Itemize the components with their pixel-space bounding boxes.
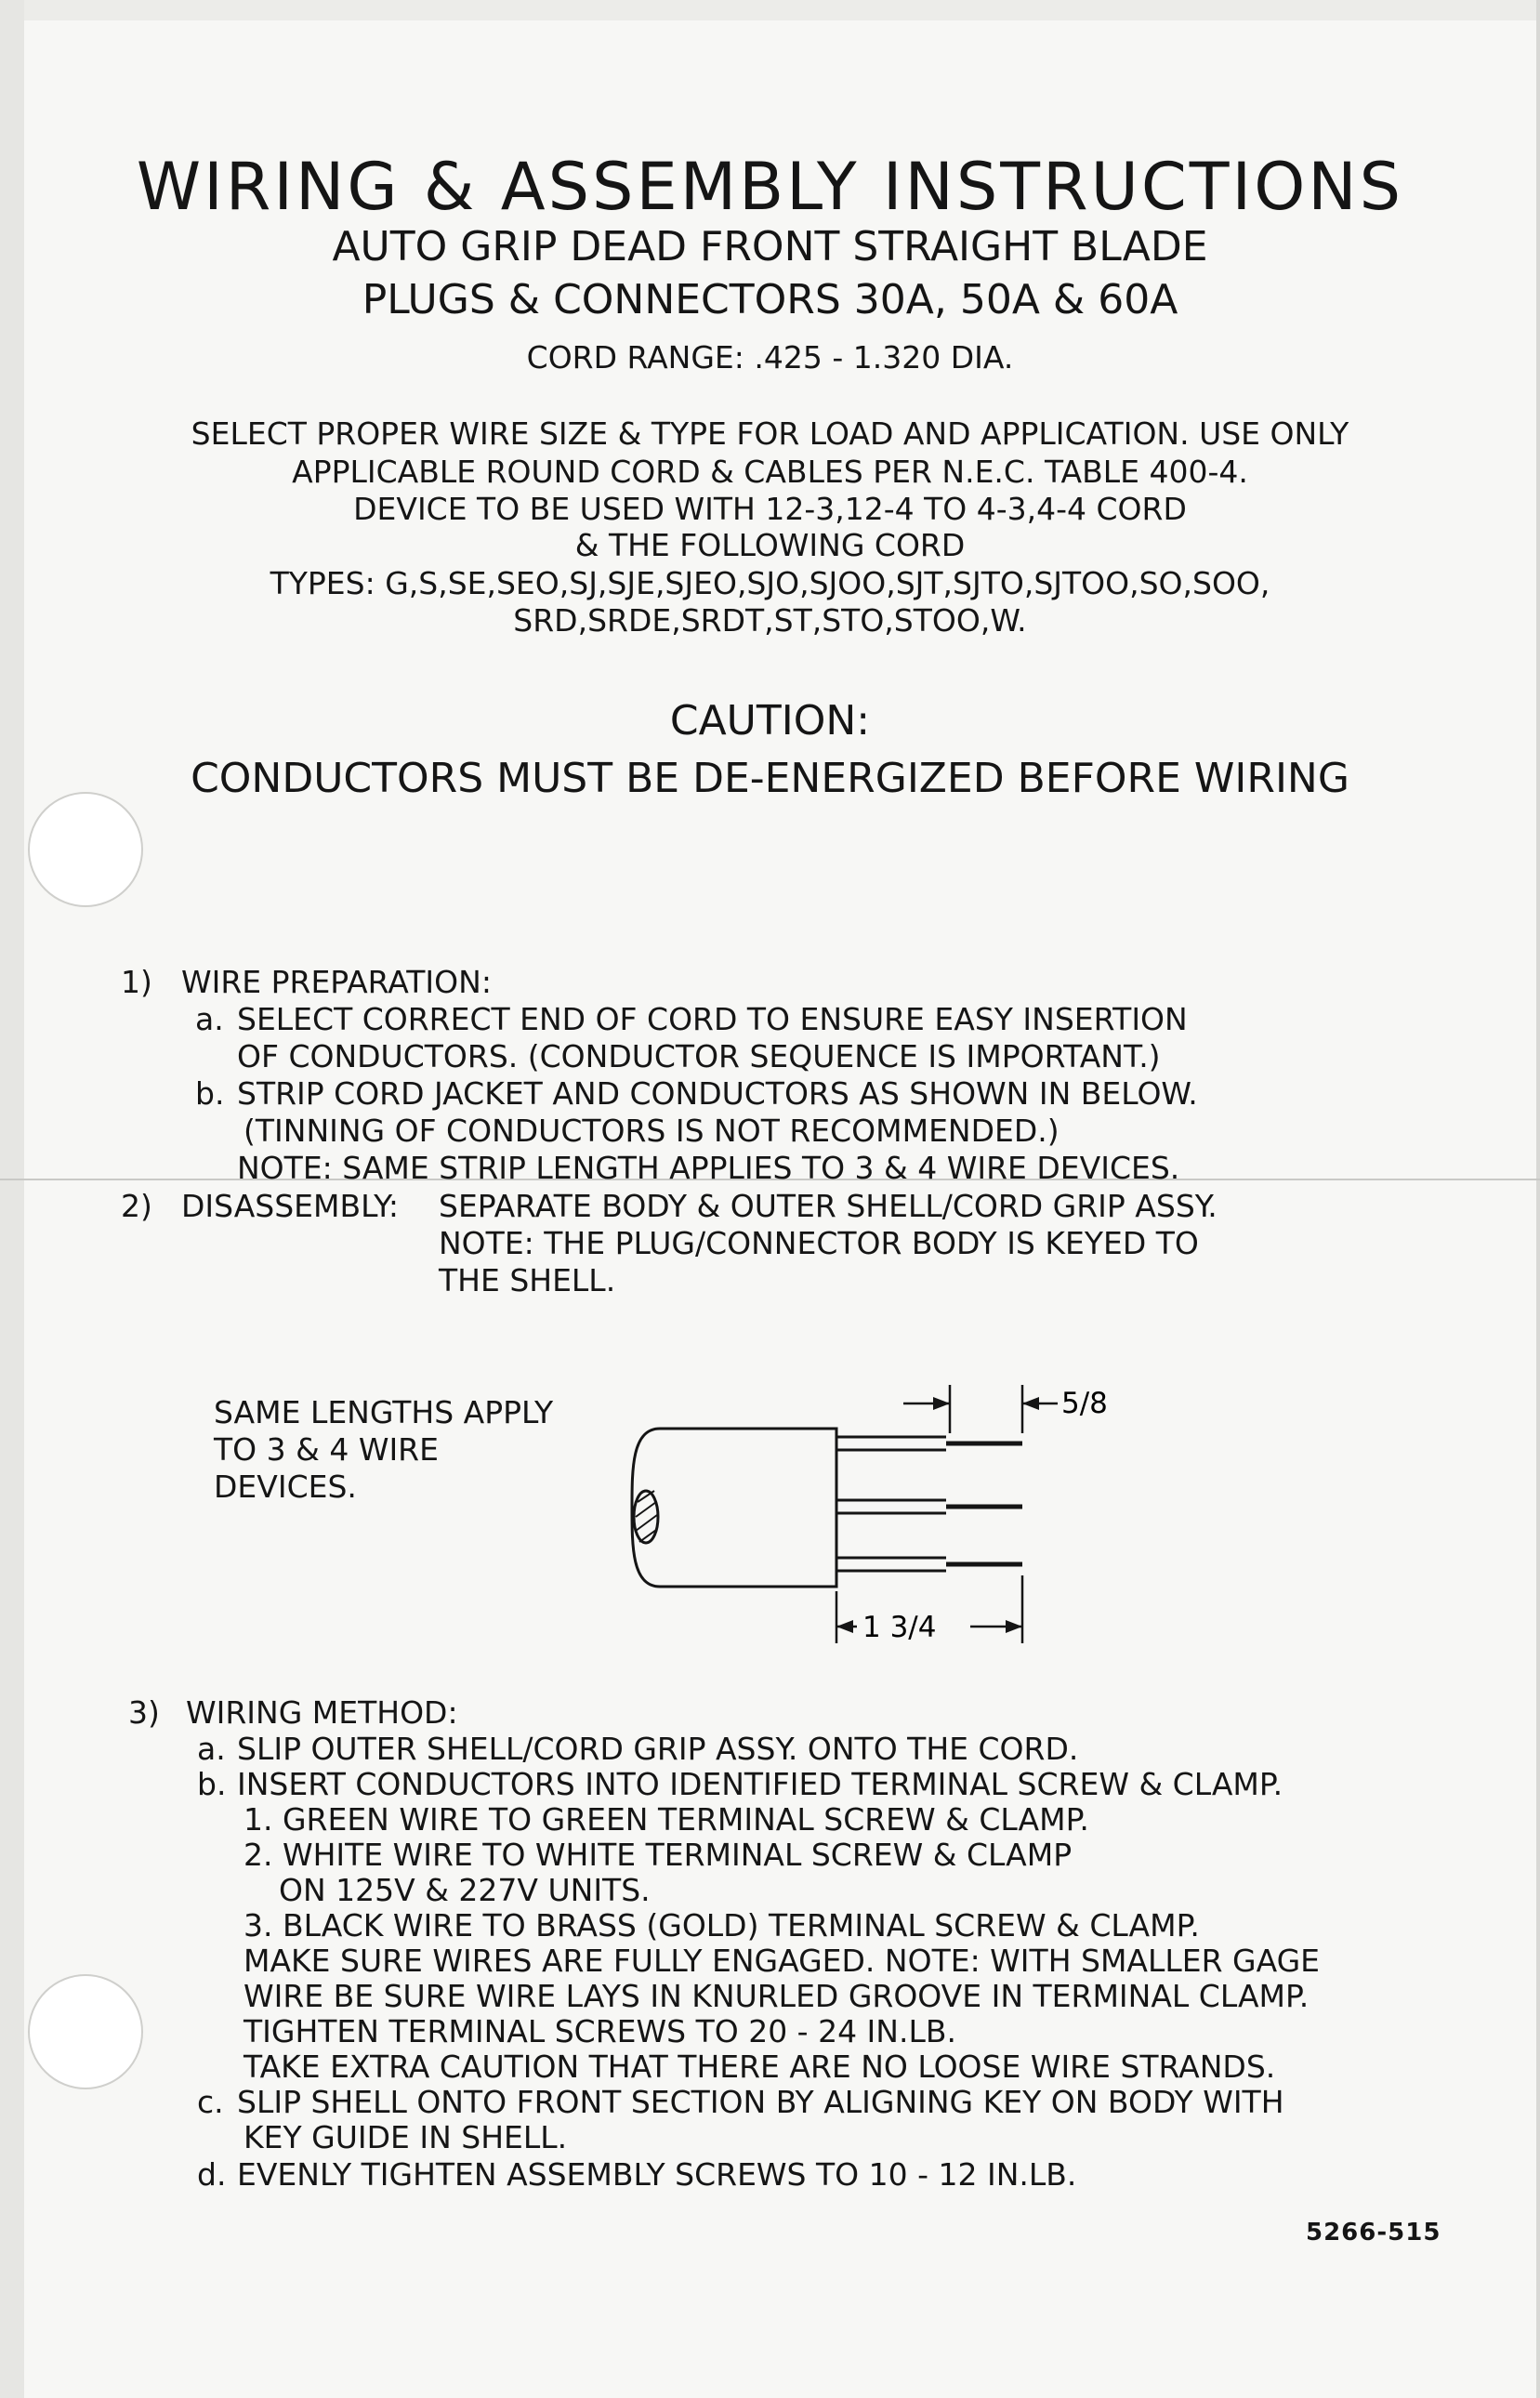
- step3-heading: WIRING METHOD:: [186, 1694, 458, 1731]
- page-edge-left: [0, 0, 24, 2398]
- subtitle-line-1: AUTO GRIP DEAD FRONT STRAIGHT BLADE: [332, 223, 1208, 270]
- diagram-note-line3: DEVICES.: [214, 1469, 357, 1505]
- step1-a-line1: SELECT CORRECT END OF CORD TO ENSURE EASY INSERTION: [237, 1001, 1188, 1037]
- step1-number: 1): [121, 964, 152, 1000]
- subtitle-line-2: PLUGS & CONNECTORS 30A, 50A & 60A: [362, 276, 1178, 323]
- punch-hole-lower: [28, 1974, 143, 2089]
- step1-b-marker: b.: [195, 1075, 225, 1112]
- dim-conductor-label: 5/8: [1061, 1387, 1108, 1420]
- step2-line1: SEPARATE BODY & OUTER SHELL/CORD GRIP ASSY.: [439, 1188, 1218, 1224]
- cord-jacket-end: [632, 1429, 660, 1587]
- step2-heading: DISASSEMBLY:: [181, 1188, 400, 1224]
- strip-length-diagram: [623, 1376, 1143, 1654]
- step3-d-text: EVENLY TIGHTEN ASSEMBLY SCREWS TO 10 - 12 IN.LB.: [237, 2156, 1077, 2193]
- step3-b-note3: TIGHTEN TERMINAL SCREWS TO 20 - 24 IN.LB.: [244, 2013, 956, 2049]
- step3-c-marker: c.: [197, 2084, 224, 2120]
- step3-b-text: INSERT CONDUCTORS INTO IDENTIFIED TERMINAL SCREW & CLAMP.: [237, 1766, 1283, 1802]
- step3-number: 3): [128, 1694, 160, 1731]
- step3-b-note4: TAKE EXTRA CAUTION THAT THERE ARE NO LOOSE WIRE STRANDS.: [244, 2049, 1276, 2085]
- step1-heading: WIRE PREPARATION:: [181, 964, 492, 1000]
- step1-a-line2: OF CONDUCTORS. (CONDUCTOR SEQUENCE IS IMPORTANT.): [237, 1038, 1161, 1074]
- step1-note: NOTE: SAME STRIP LENGTH APPLIES TO 3 & 4 WIRE DEVICES.: [237, 1150, 1180, 1186]
- diagram-note-line1: SAME LENGTHS APPLY: [214, 1394, 554, 1430]
- dim-jacket-label: 1 3/4: [862, 1611, 937, 1644]
- intro-line-5: TYPES: G,S,SE,SEO,SJ,SJE,SJEO,SJO,SJOO,SJT,SJTO,SJTOO,SO,SOO,: [270, 565, 1270, 601]
- step1-a-marker: a.: [195, 1001, 224, 1037]
- arrowhead-1-3-4-right: [1006, 1620, 1022, 1633]
- cord-jacket: [660, 1429, 836, 1587]
- intro-line-6: SRD,SRDE,SRDT,ST,STO,STOO,W.: [513, 602, 1027, 639]
- conductor-mid-insulation: [836, 1500, 946, 1513]
- step3-b-note2: WIRE BE SURE WIRE LAYS IN KNURLED GROOVE IN TERMINAL CLAMP.: [244, 1978, 1310, 2014]
- step3-d-marker: d.: [197, 2156, 227, 2193]
- arrowhead-1-3-4-left: [836, 1620, 853, 1633]
- step2-number: 2): [121, 1188, 152, 1224]
- conductor-bottom-insulation: [836, 1558, 946, 1571]
- step3-b2-line1: 2. WHITE WIRE TO WHITE TERMINAL SCREW & CLAMP: [244, 1837, 1073, 1873]
- step3-a-text: SLIP OUTER SHELL/CORD GRIP ASSY. ONTO THE CORD.: [237, 1731, 1079, 1767]
- intro-line-2: APPLICABLE ROUND CORD & CABLES PER N.E.C. TABLE 400-4.: [292, 454, 1248, 490]
- step2-line3: THE SHELL.: [439, 1262, 616, 1298]
- diagram-note-line2: TO 3 & 4 WIRE: [214, 1431, 439, 1468]
- step3-c-line1: SLIP SHELL ONTO FRONT SECTION BY ALIGNING KEY ON BODY WITH: [237, 2084, 1284, 2120]
- step3-c-line2: KEY GUIDE IN SHELL.: [244, 2119, 568, 2155]
- page-title: WIRING & ASSEMBLY INSTRUCTIONS: [136, 149, 1404, 225]
- document-number: 5266-515: [1306, 2219, 1441, 2246]
- step3-b1: 1. GREEN WIRE TO GREEN TERMINAL SCREW & CLAMP.: [244, 1801, 1089, 1838]
- step1-b-line1: STRIP CORD JACKET AND CONDUCTORS AS SHOWN IN BELOW.: [237, 1075, 1198, 1112]
- arrowhead-5-8-left: [933, 1397, 950, 1410]
- punch-hole-upper: [28, 792, 143, 907]
- step2-line2: NOTE: THE PLUG/CONNECTOR BODY IS KEYED TO: [439, 1225, 1199, 1261]
- caution-text: CONDUCTORS MUST BE DE-ENERGIZED BEFORE WIRING: [191, 755, 1349, 802]
- step3-b3: 3. BLACK WIRE TO BRASS (GOLD) TERMINAL SCREW & CLAMP.: [244, 1907, 1200, 1943]
- step3-a-marker: a.: [197, 1731, 226, 1767]
- page-edge-top: [0, 0, 1540, 20]
- cord-range: CORD RANGE: .425 - 1.320 DIA.: [526, 339, 1014, 376]
- step3-b2-line2: ON 125V & 227V UNITS.: [279, 1872, 651, 1908]
- step1-b-line2: (TINNING OF CONDUCTORS IS NOT RECOMMENDED.): [244, 1113, 1060, 1149]
- intro-line-4: & THE FOLLOWING CORD: [574, 527, 966, 563]
- arrowhead-5-8-right: [1022, 1397, 1039, 1410]
- page-edge-right: [1536, 0, 1540, 2398]
- intro-line-1: SELECT PROPER WIRE SIZE & TYPE FOR LOAD AND APPLICATION. USE ONLY: [191, 415, 1349, 452]
- intro-line-3: DEVICE TO BE USED WITH 12-3,12-4 TO 4-3,4-4 CORD: [353, 491, 1187, 527]
- conductor-top-insulation: [836, 1437, 946, 1450]
- step3-b-note1: MAKE SURE WIRES ARE FULLY ENGAGED. NOTE: WITH SMALLER GAGE: [244, 1943, 1321, 1979]
- caution-heading: CAUTION:: [669, 697, 871, 744]
- step3-b-marker: b.: [197, 1766, 227, 1802]
